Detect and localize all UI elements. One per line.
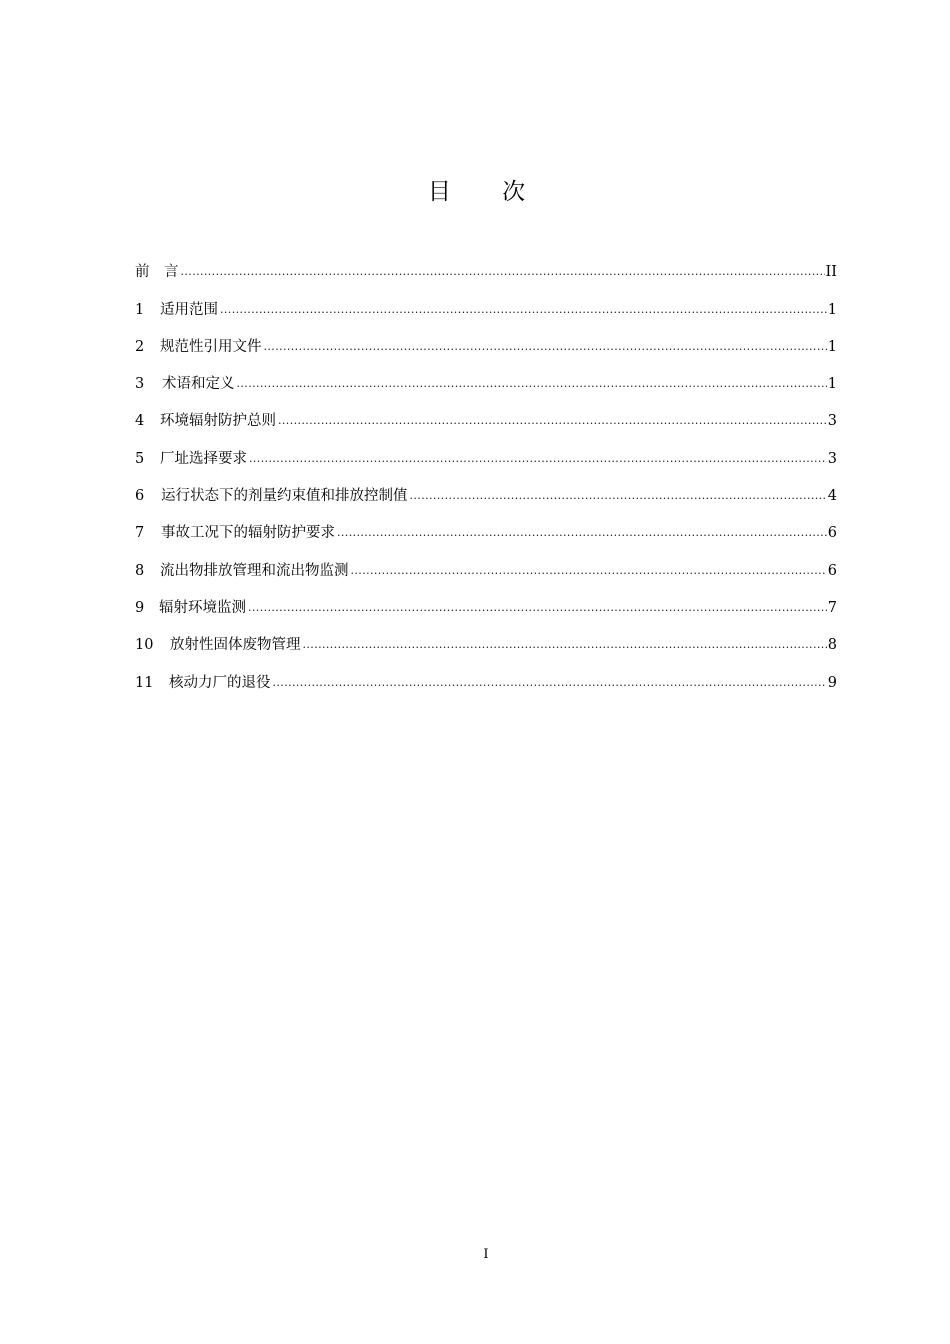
toc-entry-6[interactable] (135, 468, 837, 505)
toc-leader-dots (351, 564, 827, 578)
toc-entry-page: 9 (827, 674, 837, 691)
toc-entry-page: 7 (827, 599, 837, 616)
toc-leader-dots (248, 601, 827, 615)
toc-leader-dots (410, 489, 827, 503)
toc-entry-number: 7 (135, 525, 145, 542)
toc-entry-5[interactable] (135, 430, 837, 467)
toc-entry-page: 4 (827, 488, 837, 505)
toc-entry-1[interactable] (135, 281, 837, 318)
toc-entry-label: 术语和定义 (162, 376, 235, 393)
toc-entry-number: 10 (135, 637, 154, 654)
toc-entry-number: 5 (135, 450, 145, 467)
toc-entry-label: 放射性固体废物管理 (170, 637, 301, 654)
toc-leader-dots (337, 526, 827, 540)
toc-entry-8[interactable] (135, 542, 837, 579)
page-number: I (483, 1247, 489, 1262)
toc-entry-label: 厂址选择要求 (160, 450, 247, 467)
toc-entry-label: 辐射环境监测 (159, 599, 246, 616)
toc-entry-page: 6 (827, 562, 837, 579)
toc-entry-4[interactable] (135, 393, 837, 430)
toc-entry-number: 9 (135, 599, 145, 616)
toc-entry-number: 8 (135, 562, 145, 579)
toc-entry-number: 2 (135, 338, 145, 355)
toc-entry-page: 1 (827, 376, 837, 393)
toc-entry-label: 核动力厂的退役 (169, 674, 271, 691)
toc-entry-foreword[interactable] (135, 244, 837, 281)
toc-entry-page: II (825, 264, 837, 281)
toc-entry-number: 11 (135, 674, 154, 691)
toc-leader-dots (278, 414, 827, 428)
toc-leader-dots (273, 676, 827, 690)
toc-entry-page: 3 (827, 450, 837, 467)
toc-entry-page: 1 (827, 301, 837, 318)
toc-entry-10[interactable] (135, 617, 837, 654)
toc-entry-label: 环境辐射防护总则 (160, 413, 276, 430)
toc-entry-number: 6 (135, 488, 145, 505)
toc-entry-number: 4 (135, 413, 145, 430)
toc-list (135, 244, 837, 692)
toc-entry-label: 运行状态下的剂量约束值和排放控制值 (161, 488, 408, 505)
toc-entry-page: 1 (827, 338, 837, 355)
toc-entry-label: 适用范围 (160, 301, 218, 318)
toc-entry-2[interactable] (135, 319, 837, 356)
toc-title: 目 次 (427, 179, 548, 205)
toc-entry-page: 6 (827, 525, 837, 542)
toc-leader-dots (303, 638, 827, 652)
toc-entry-number: 1 (135, 301, 145, 318)
toc-entry-9[interactable] (135, 580, 837, 617)
toc-leader-dots (249, 452, 827, 466)
toc-leader-dots (181, 265, 825, 279)
toc-leader-dots (237, 377, 827, 391)
toc-entry-page: 8 (827, 637, 837, 654)
toc-entry-label: 前 言 (135, 264, 179, 281)
toc-entry-label: 事故工况下的辐射防护要求 (161, 525, 335, 542)
toc-entry-11[interactable] (135, 654, 837, 691)
toc-entry-7[interactable] (135, 505, 837, 542)
toc-leader-dots (220, 303, 827, 317)
toc-entry-label: 流出物排放管理和流出物监测 (160, 562, 349, 579)
toc-entry-page: 3 (827, 413, 837, 430)
toc-entry-number: 3 (135, 376, 145, 393)
toc-entry-3[interactable] (135, 356, 837, 393)
toc-leader-dots (264, 340, 827, 354)
toc-entry-label: 规范性引用文件 (160, 338, 262, 355)
